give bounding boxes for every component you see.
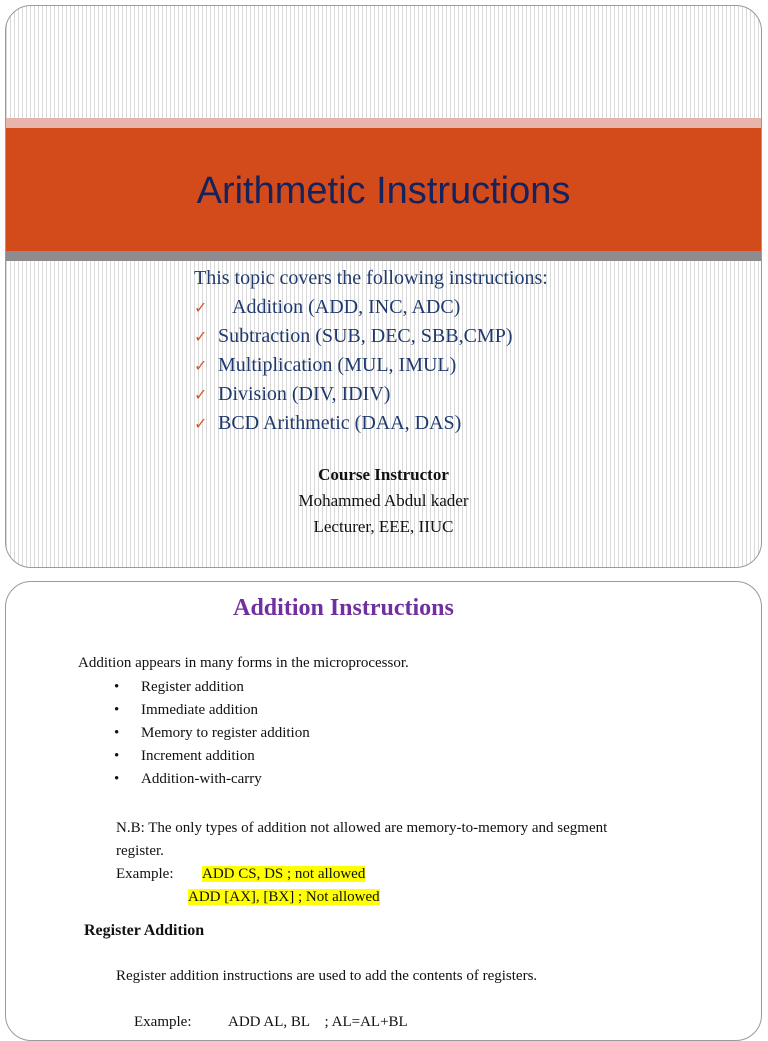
topics-intro: This topic covers the following instructions: (194, 267, 548, 289)
list-item (114, 676, 310, 699)
instructor-name: Mohammed Abdul kader (298, 491, 469, 510)
topic-label: Addition (ADD, INC, ADC) (232, 296, 461, 318)
addition-slide (5, 581, 762, 1041)
check-icon: ✓ (194, 300, 208, 317)
topic-item (194, 293, 512, 322)
topic-label: Subtraction (SUB, DEC, SBB,CMP) (218, 325, 513, 347)
bullet-icon: • (114, 771, 120, 787)
note-line-2: register. (116, 843, 164, 859)
topic-item (194, 351, 512, 380)
list-item (114, 768, 310, 791)
list-item-label: Memory to register addition (141, 725, 310, 741)
course-instructor-heading: Course Instructor (318, 465, 449, 484)
slide-title: Addition Instructions (233, 595, 454, 621)
bullet-icon: • (114, 725, 120, 741)
example2-code: ADD AL, BL ; AL=AL+BL (228, 1014, 408, 1030)
example-not-allowed-2: ADD [AX], [BX] ; Not allowed (188, 889, 380, 905)
topic-item (194, 409, 512, 438)
list-item-label: Increment addition (141, 748, 255, 764)
check-icon: ✓ (194, 387, 208, 404)
example2-label: Example: (134, 1014, 192, 1030)
list-item (114, 722, 310, 745)
bullet-icon: • (114, 679, 120, 695)
topic-label: Multiplication (MUL, IMUL) (218, 354, 457, 376)
check-icon: ✓ (194, 416, 208, 433)
list-item (114, 699, 310, 722)
register-addition-heading: Register Addition (84, 922, 205, 939)
bullet-icon: • (114, 748, 120, 764)
example-label: Example: (116, 866, 174, 882)
list-item-label: Addition-with-carry (141, 771, 262, 787)
topic-label: BCD Arithmetic (DAA, DAS) (218, 412, 462, 434)
check-icon: ✓ (194, 329, 208, 346)
instructor-role: Lecturer, EEE, IIUC (313, 517, 454, 536)
list-item-label: Register addition (141, 679, 244, 695)
example-not-allowed-1: ADD CS, DS ; not allowed (202, 866, 366, 882)
title-band-bottom-stripe (6, 251, 761, 261)
check-icon: ✓ (194, 358, 208, 375)
title-slide (5, 5, 762, 568)
slide-title: Arithmetic Instructions (196, 170, 571, 212)
register-addition-text: Register addition instructions are used to add the contents of registers. (116, 968, 538, 984)
list-item (114, 745, 310, 768)
topic-label: Division (DIV, IDIV) (218, 383, 391, 405)
list-item-label: Immediate addition (141, 702, 259, 718)
topic-item (194, 322, 512, 351)
bullet-icon: • (114, 702, 120, 718)
title-band-top-stripe (6, 118, 761, 128)
topic-item (194, 380, 512, 409)
topic-list (194, 293, 512, 438)
note-line-1: N.B: The only types of addition not allowed are memory-to-memory and segment (116, 820, 608, 836)
addition-intro: Addition appears in many forms in the microprocessor. (78, 655, 409, 671)
addition-forms-list (114, 676, 310, 791)
